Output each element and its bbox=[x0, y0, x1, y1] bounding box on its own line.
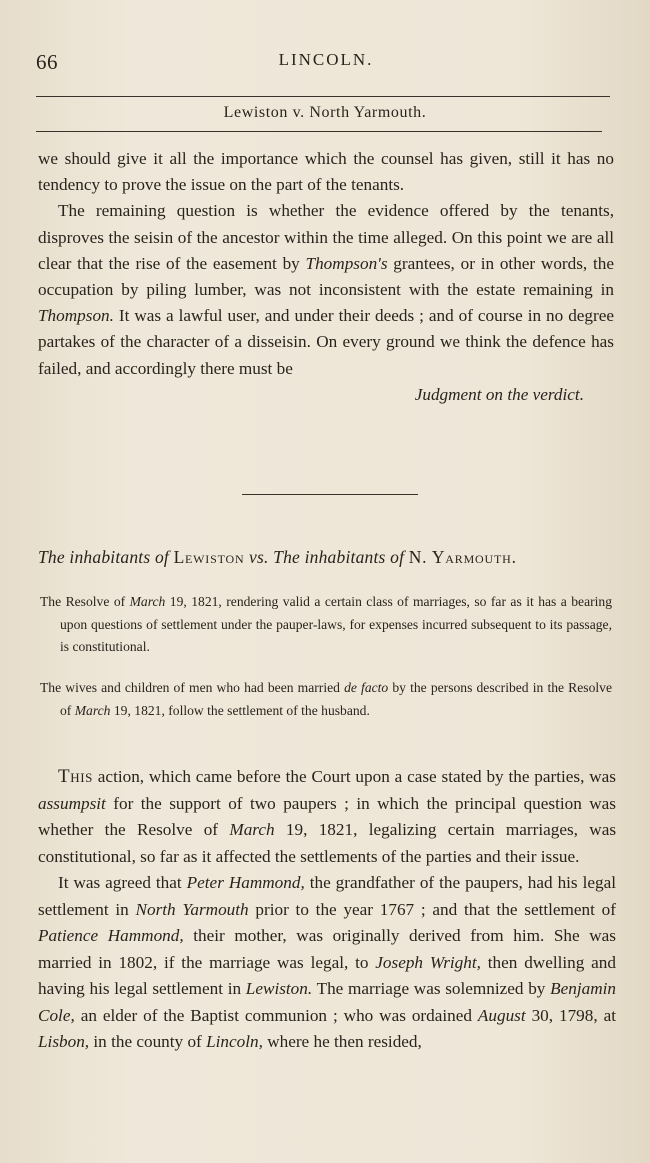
text-run: their mother, was originally derived from him. She was married in 1802, if the marriage was legal, to bbox=[38, 926, 616, 972]
italic-term: assumpsit bbox=[38, 793, 106, 813]
text-run: the grandfather of the paupers, had his legal settlement in bbox=[38, 873, 616, 919]
verdict-line: Judgment on the verdict. bbox=[414, 384, 584, 404]
text-run: The Resolve of bbox=[40, 594, 130, 609]
italic-date: March bbox=[74, 702, 111, 718]
italic-term: de facto bbox=[344, 680, 389, 695]
italic-name: Peter Hammond, bbox=[186, 873, 305, 892]
text-run: by the persons described in the Resolve of bbox=[60, 680, 612, 718]
section-divider bbox=[242, 494, 418, 495]
text-run: 19, 1821, follow the settlement of the husband. bbox=[110, 702, 370, 718]
header-rule-bottom bbox=[36, 131, 602, 132]
italic-place: Lewiston. bbox=[245, 979, 313, 998]
running-head: LINCOLN. bbox=[278, 50, 374, 69]
text-run: 19, 1821, legalizing certain marriages, was constitutional, so far as it affected the settlements of the parties and their issue. bbox=[38, 820, 617, 866]
page-header bbox=[36, 48, 616, 78]
case-reference-text: Lewiston v. North Yarmouth. bbox=[223, 104, 427, 121]
page-number: 66 bbox=[36, 50, 58, 74]
title-party: Lewiston bbox=[173, 547, 245, 567]
italic-date: March bbox=[129, 594, 166, 609]
italic-date: March bbox=[229, 820, 275, 839]
text-run: in the county of bbox=[89, 1032, 207, 1051]
title-part: The inhabitants of bbox=[38, 547, 169, 567]
italic-name: Joseph Wright, bbox=[375, 952, 481, 972]
text-run: It was agreed that bbox=[58, 873, 187, 892]
text-run: It was a lawful user, and under their deeds ; and of course in no degree partakes of the character of a disseisin. On every ground we think the defence has failed, and accordingly there must be bbox=[38, 306, 614, 378]
text-run: 19, 1821, rendering valid a certain class of marriages, so far as it has a bearing upon questions of settlement under the pauper-laws, for expenses incurred subsequent to its passage, is constitutional. bbox=[60, 594, 613, 654]
italic-name: Patience Hammond, bbox=[38, 926, 184, 945]
italic-date: August bbox=[477, 1005, 526, 1025]
title-part: The inhabitants of bbox=[273, 547, 405, 567]
text-run: an elder of the Baptist communion ; who was ordained bbox=[74, 1005, 478, 1025]
headnote-paragraph bbox=[40, 677, 612, 722]
italic-place: Lincoln, bbox=[206, 1032, 263, 1051]
text-run: where he then resided, bbox=[262, 1032, 422, 1051]
paragraph bbox=[38, 870, 616, 1056]
italic-name: Thompson's bbox=[305, 253, 388, 273]
paragraph bbox=[38, 146, 614, 198]
text-run: 30, 1798, at bbox=[525, 1005, 616, 1025]
case-reference bbox=[0, 104, 650, 122]
headnote-2 bbox=[40, 677, 612, 722]
case-body-text bbox=[38, 764, 616, 1056]
title-part: vs. bbox=[249, 547, 269, 567]
text-run: The marriage was solemnized by bbox=[312, 979, 551, 998]
text-run: The remaining question is whether the evidence offered by the tenants, disproves the seisin of the ancestor within the time alleged. On this point we are all clear that the rise of the easement by bbox=[38, 201, 614, 273]
text-run: we should give it all the importance which the counsel has given, still it has no tendency to prove the issue on the part of the tenants. bbox=[38, 149, 614, 195]
title-party: N. Yarmouth. bbox=[408, 547, 517, 567]
text-run: grantees, or in other words, the occupation by piling lumber, was not inconsistent with the estate remaining in bbox=[38, 253, 614, 300]
case-title bbox=[38, 547, 614, 568]
header-rule-top bbox=[36, 96, 610, 97]
italic-name: Benjamin Cole, bbox=[38, 979, 616, 1025]
previous-case-text bbox=[38, 146, 614, 408]
paragraph bbox=[38, 764, 616, 870]
text-run: prior to the year 1767 ; and that the settlement of bbox=[248, 899, 616, 919]
italic-place: Lisbon, bbox=[38, 1032, 90, 1051]
headnote-paragraph bbox=[40, 591, 612, 659]
paragraph bbox=[38, 198, 614, 381]
text-run: then dwelling and having his legal settlement in bbox=[38, 952, 616, 998]
first-word: This bbox=[58, 766, 93, 787]
text-run: The wives and children of men who had been married bbox=[40, 680, 345, 695]
text-run: action, which came before the Court upon a case stated by the parties, was bbox=[92, 767, 616, 786]
italic-place: North Yarmouth bbox=[135, 899, 249, 919]
text-run: for the support of two paupers ; in which the principal question was whether the Resolve of bbox=[38, 793, 616, 839]
headnote-1 bbox=[40, 591, 612, 659]
italic-name: Thompson. bbox=[38, 306, 114, 326]
